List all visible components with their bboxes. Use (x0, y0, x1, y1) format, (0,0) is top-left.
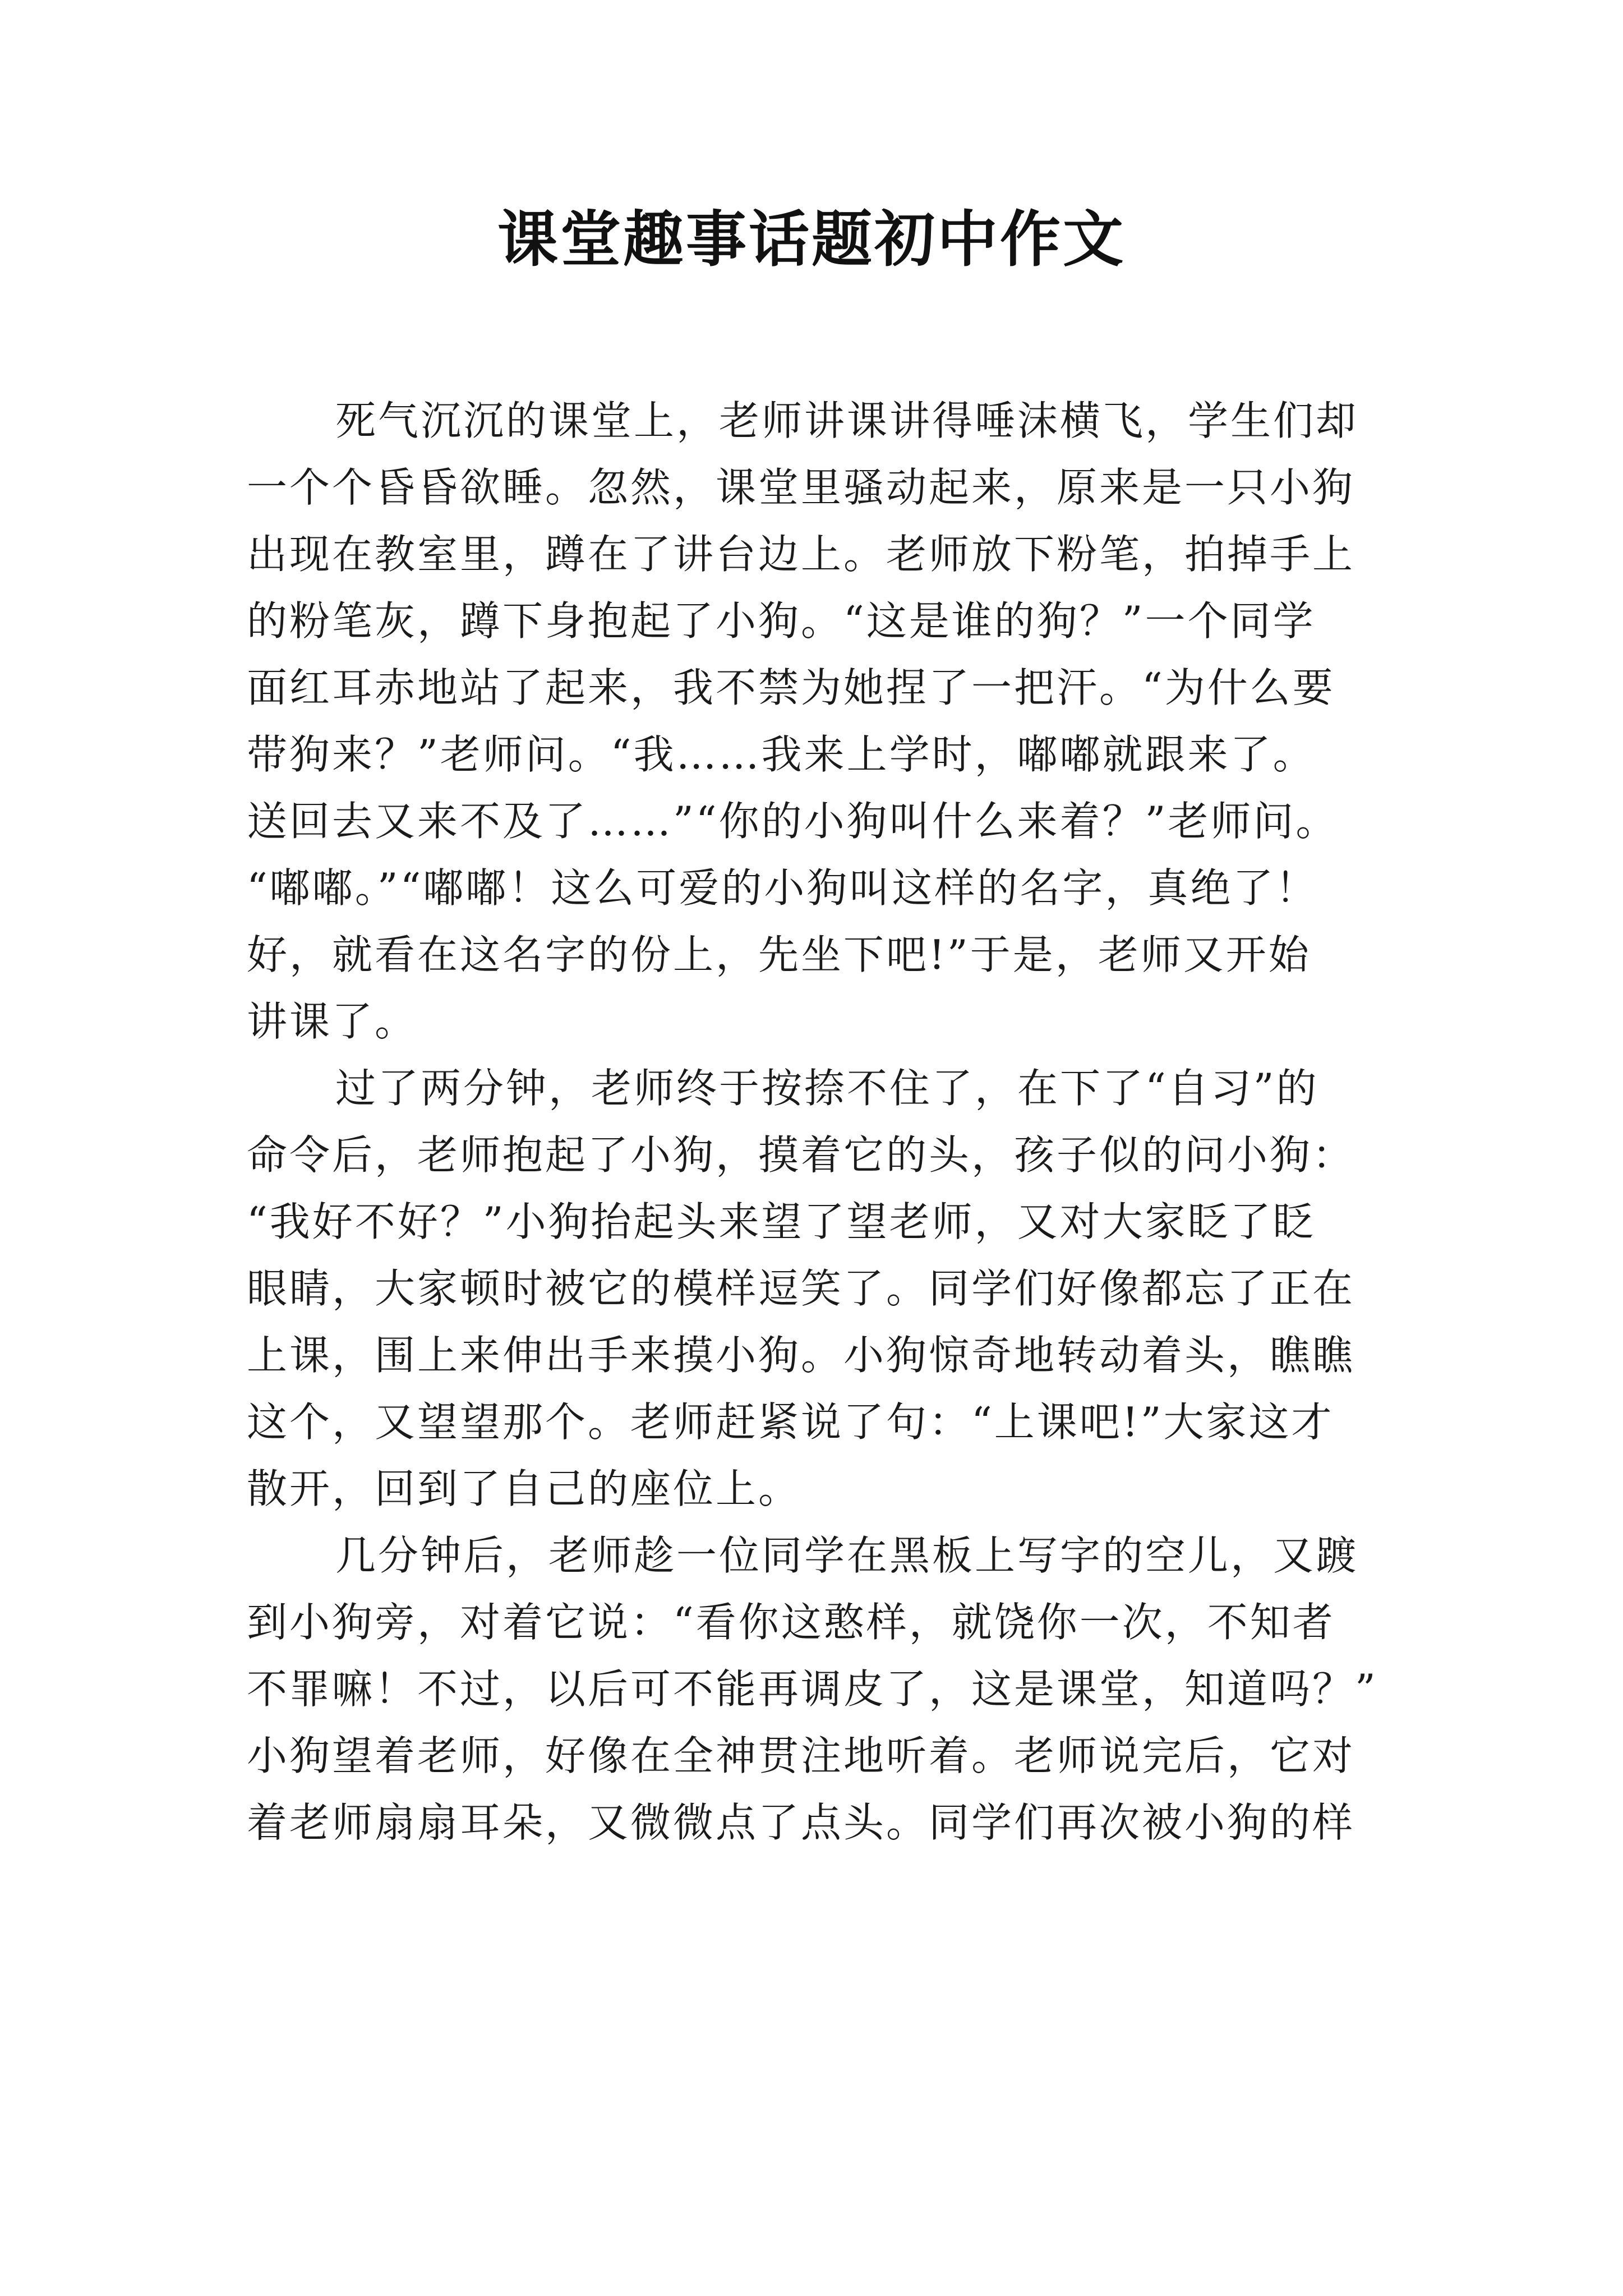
document-title: 课堂趣事话题初中作文 (497, 204, 1126, 275)
text-line: 带狗来？”老师问。“我……我来上学时，嘟嘟就跟来了。 (247, 731, 1316, 778)
text-line: 讲课了。 (247, 998, 418, 1045)
text-line: 不罪嘛！不过，以后可不能再调皮了，这是课堂，知道吗？” (247, 1665, 1378, 1713)
text-line: 到小狗旁，对着它说：“看你这憨样，就饶你一次，不知者 (247, 1599, 1335, 1646)
text-line: 的粉笔灰，蹲下身抱起了小狗。“这是谁的狗？”一个同学 (247, 597, 1316, 645)
text-line: 死气沉沉的课堂上，老师讲课讲得唾沫横飞，学生们却 (335, 397, 1359, 444)
text-line: 这个，又望望那个。老师赶紧说了句：“上课吧!”大家这才 (247, 1398, 1334, 1446)
text-line: 好，就看在这名字的份上，先坐下吧!”于是，老师又开始 (247, 931, 1311, 978)
text-line: 眼睛，大家顿时被它的模样逗笑了。同学们好像都忘了正在 (247, 1265, 1355, 1312)
text-line: 着老师扇扇耳朵，又微微点了点头。同学们再次被小狗的样 (247, 1799, 1355, 1846)
text-line: 送回去又来不及了……”“你的小狗叫什么来着？”老师问。 (247, 798, 1339, 845)
text-line: 上课，围上来伸出手来摸小狗。小狗惊奇地转动着头，瞧瞧 (247, 1332, 1355, 1379)
text-line: 一个个昏昏欲睡。忽然，课堂里骚动起来，原来是一只小狗 (247, 464, 1355, 511)
text-line: “我好不好？”小狗抬起头来望了望老师，又对大家眨了眨 (247, 1198, 1316, 1245)
text-line: 几分钟后，老师趁一位同学在黑板上写字的空儿，又踱 (335, 1532, 1359, 1579)
text-line: 出现在教室里，蹲在了讲台边上。老师放下粉笔，拍掉手上 (247, 531, 1355, 578)
text-line: “嘟嘟。”“嘟嘟！这么可爱的小狗叫这样的名字，真绝了！ (247, 864, 1318, 912)
text-line: 散开，回到了自己的座位上。 (247, 1465, 801, 1512)
text-line: 小狗望着老师，好像在全神贯注地听着。老师说完后，它对 (247, 1732, 1355, 1779)
text-line: 过了两分钟，老师终于按捺不住了，在下了“自习”的 (335, 1065, 1319, 1112)
text-line: 命令后，老师抱起了小狗，摸着它的头，孩子似的问小狗： (247, 1131, 1355, 1179)
text-line: 面红耳赤地站了起来，我不禁为她捏了一把汗。“为什么要 (247, 664, 1335, 711)
